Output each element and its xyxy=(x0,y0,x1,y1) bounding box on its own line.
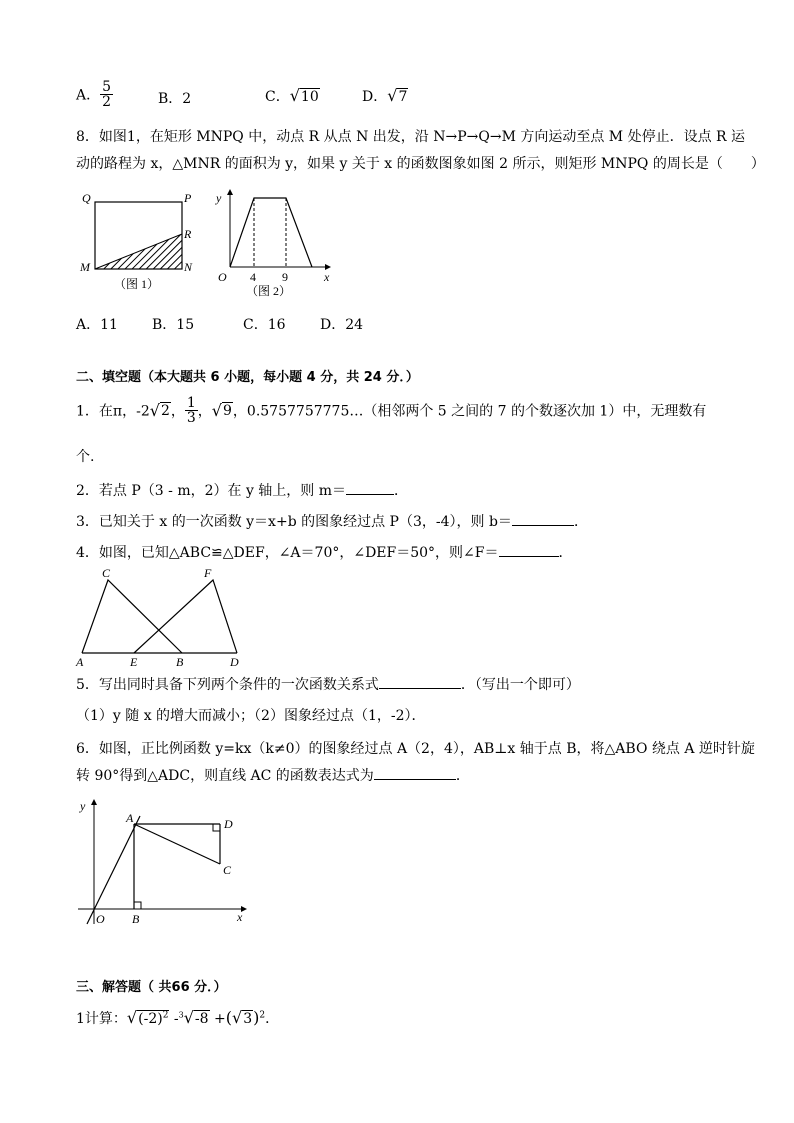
q8-line2: 动的路程为 x，△MNR 的面积为 y，如果 y 关于 x 的函数图象如图 2 所示，则矩形 MNPQ 的周长是（ ） xyxy=(76,156,765,172)
denominator: 3 xyxy=(186,410,196,426)
label-y: y xyxy=(216,191,222,205)
rotation-figure xyxy=(70,796,250,930)
text: 2．若点 P（3 - m，2）在 y 轴上，则 m＝ xyxy=(76,483,347,499)
section-2-title: 二、填空题（本大题共 6 小题，每小题 4 分，共 24 分．） xyxy=(76,370,419,385)
paren: ( xyxy=(225,1008,232,1027)
fill-1-line2: 个. xyxy=(76,449,95,465)
text: + xyxy=(209,1011,226,1027)
answer-blank[interactable] xyxy=(346,480,394,495)
q7-option-c xyxy=(265,86,320,106)
triangle-mnr xyxy=(95,234,182,269)
section-3-title: 三、解答题（ 共66 分．） xyxy=(76,980,227,995)
label-f: F xyxy=(204,566,212,580)
q7-option-d xyxy=(362,86,408,106)
radicand: 3 xyxy=(243,1011,253,1027)
sqrt-icon: √ xyxy=(149,401,160,420)
text: ． xyxy=(394,483,409,499)
denominator: 2 xyxy=(102,94,112,110)
label-n: N xyxy=(184,260,193,274)
label-c: C xyxy=(223,863,232,877)
triangles-figure xyxy=(72,564,252,670)
fill-5-conditions: （1）y 随 x 的增大而减小；（2）图象经过点（1，-2）． xyxy=(76,708,426,724)
text: 5．写出同时具备下列两个条件的一次函数关系式 xyxy=(76,677,379,693)
label-b: B xyxy=(176,655,184,669)
q8-figure-2 xyxy=(210,186,340,302)
radicand: 9 xyxy=(223,402,232,419)
text: 转 90°得到△ADC，则直线 AC 的函数表达式为 xyxy=(76,768,374,784)
text: ，0.5757757775…（相邻两个 5 之间的 7 的个数逐次加 1）中，无理数有 xyxy=(232,403,707,420)
segment-ac xyxy=(134,824,220,864)
radicand: -8 xyxy=(194,1011,209,1027)
label-q: Q xyxy=(82,191,91,205)
paren: ) xyxy=(253,1008,260,1027)
text: 3．已知关于 x 的一次函数 y＝x+b 的图象经过点 P（3，-4），则 b＝ xyxy=(76,514,512,530)
fill-2 xyxy=(76,480,408,500)
label-m: M xyxy=(80,260,90,274)
label-p: P xyxy=(184,191,192,205)
q8-option-a: A．11 xyxy=(76,317,118,333)
root-index: 3 xyxy=(178,1010,184,1020)
label-o: O xyxy=(96,912,105,926)
fraction xyxy=(100,80,113,109)
fill-1-line1 xyxy=(76,396,706,425)
fill-3 xyxy=(76,511,588,531)
q8-line1: 8．如图1，在矩形 MNPQ 中，动点 R 从点 N 出发，沿 N→P→Q→M 方向运动至点 M 处停止．设点 R 运 xyxy=(76,129,746,145)
exponent: 2 xyxy=(162,1010,169,1021)
sqrt-icon: √ xyxy=(387,86,398,105)
sqrt-icon: √ xyxy=(231,1008,243,1027)
function-graph xyxy=(230,198,312,267)
label-d: D xyxy=(224,817,233,831)
sqrt-icon: √ xyxy=(289,86,300,105)
fill-4 xyxy=(76,542,573,562)
solve-1 xyxy=(76,1008,279,1028)
radicand: 2 xyxy=(160,402,170,419)
label-x: x xyxy=(237,910,243,924)
option-label: D． xyxy=(362,89,388,105)
label-c: C xyxy=(102,566,111,580)
answer-blank[interactable] xyxy=(374,765,456,780)
text: 1计算： xyxy=(76,1011,127,1027)
cube-root-icon: √ xyxy=(183,1008,194,1027)
label-d: D xyxy=(230,655,239,669)
fill-6-line2 xyxy=(76,765,470,785)
numerator: 1 xyxy=(186,395,196,411)
figure-caption: （图 2） xyxy=(246,284,292,298)
fill-5 xyxy=(76,674,580,694)
radicand xyxy=(137,1010,169,1027)
label-a: A xyxy=(126,811,134,825)
answer-blank[interactable] xyxy=(512,511,574,526)
figure-caption: （图 1） xyxy=(114,277,160,291)
text: ． xyxy=(573,514,588,530)
answer-blank[interactable] xyxy=(379,674,461,689)
label-x: x xyxy=(324,270,330,284)
triangle-def xyxy=(134,580,237,653)
text: ． xyxy=(558,545,573,561)
sqrt-icon: √ xyxy=(211,401,222,420)
label-e: E xyxy=(130,655,138,669)
option-label: C． xyxy=(265,89,290,105)
text: (-2) xyxy=(138,1011,163,1027)
q8-option-c: C．16 xyxy=(243,317,286,333)
exponent: 2 xyxy=(259,1010,266,1021)
q7-option-b: B．2 xyxy=(158,91,192,107)
right-angle-mark xyxy=(134,902,141,909)
q8-figure-1 xyxy=(78,188,203,298)
radicand: 10 xyxy=(300,89,319,105)
fraction xyxy=(185,396,198,425)
text: ， xyxy=(197,403,212,420)
label-r: R xyxy=(184,227,192,241)
radicand: 7 xyxy=(398,89,408,105)
text: ．（写出一个即可） xyxy=(460,677,580,693)
text: ． xyxy=(455,768,470,784)
label-o: O xyxy=(218,270,227,284)
q7-option-a xyxy=(76,80,113,109)
tick-9: 9 xyxy=(282,270,288,284)
text: ， xyxy=(170,403,185,420)
label-y: y xyxy=(80,799,86,813)
text: - xyxy=(169,1011,179,1027)
answer-blank[interactable] xyxy=(499,542,559,557)
proportional-line xyxy=(87,816,140,924)
triangle-abc xyxy=(82,580,182,653)
sqrt-icon: √ xyxy=(126,1008,138,1027)
q8-option-d: D．24 xyxy=(320,317,364,333)
text: ． xyxy=(265,1011,280,1027)
option-label: A． xyxy=(76,87,101,104)
text: 4．如图，已知△ABC≌△DEF，∠A＝70°，∠DEF＝50°，则∠F＝ xyxy=(76,545,499,561)
fill-6-line1: 6．如图，正比例函数 y=kx（k≠0）的图象经过点 A（2，4），AB⊥x 轴于点 B，将△ABO 绕点 A 逆时针旋 xyxy=(76,741,755,757)
label-a: A xyxy=(76,655,84,669)
text: 1．在π，-2 xyxy=(76,403,150,420)
numerator: 5 xyxy=(102,79,112,95)
right-angle-mark xyxy=(213,824,220,831)
q8-option-b: B．15 xyxy=(152,317,195,333)
label-b: B xyxy=(132,912,140,926)
tick-4: 4 xyxy=(250,270,256,284)
